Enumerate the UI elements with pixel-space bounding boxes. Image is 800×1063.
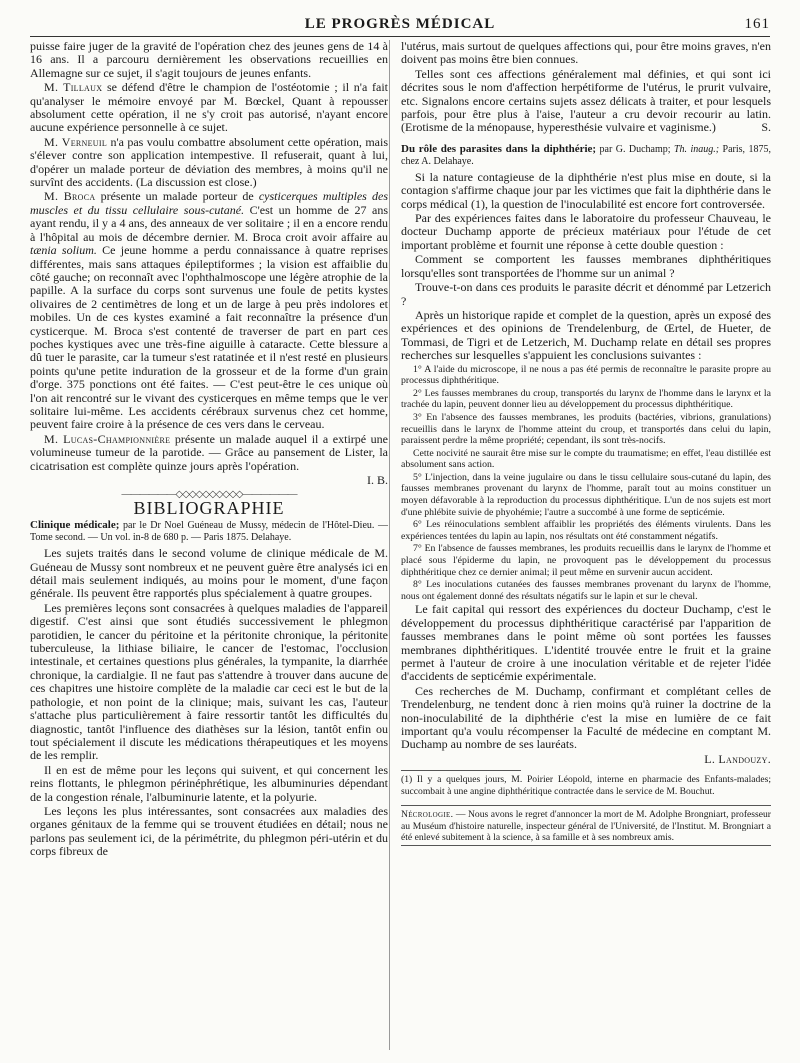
signature: L. Landouzy. [704,751,771,766]
book-reference: Clinique médicale; par le Dr Noel Guéneau de Mussy, médecin de l'Hôtel-Dieu. — Tome second. — Un vol. in-8 de 680 p. — Paris 1875. Delahaye. [30,519,388,544]
conclusion-item: 3° En l'absence des fausses membranes, les produits (bactéries, vibrions, granulations) recueillis dans le larynx de l'homme atteint du croup, et transportés dans celui du lapin, paraissent perdre la même propriété; cependant, ils sont très-nocifs. [401,411,771,447]
paragraph: l'utérus, mais surtout de quelques affections qui, pour être moins graves, n'en doivent pas moins être bien connues. [401,39,771,67]
section-title: BIBLIOGRAPHIE [133,497,285,518]
paragraph: puisse faire juger de la gravité de l'opération chez des jeunes gens de 14 à 16 ans. Il a parcouru dernièrement les observations recueillies en Allemagne sur ce sujet, il s'agit toujours de jeunes enfants. [30,39,388,80]
paragraph: Les premières leçons sont consacrées à quelques maladies de l'appareil digestif. C'est ainsi que sont étudiés successivement le phlegmon parotidien, le cancer du péritoine et la péritonite chronique, la péritonite tuberculeuse, la lithiase biliaire, le cancer de l'estomac, l'occlusion intestinale, et certaines questions plus générales, la tympanite, la diarrhée chronique, la cardialgie. Il ne faut pas s'attendre à trouver dans aucune de ces chapitres une histoire complète de la maladie car ceci est le but de la pathologie, et non point de la clinique; mais, suivant les cas, l'auteur s'attache plus particulièrement à faire ressortir tantôt les difficultés du diagnostic, tantôt l'influence des diathèses sur la lésion, tantôt enfin ou tout spécialement il discute les médications thérapeutiques et les moyens de les remplir. [30,600,388,763]
journal-title: LE PROGRÈS MÉDICAL [304,16,496,32]
left-column [30,40,388,860]
paragraph: Telles sont ces affections généralement mal définies, et qui sont ici décrites sous le nom d'affection herpétiforme de l'utérus, le prurit vulvaire, etc. Signalons encore certains sujets assez délicats à traiter, et pour lesquels parfois, pour être plus à l'aise, l'auteur a cru devoir recourir au latin. (Erotisme de la ménopause, hyperesthésie vulvaire et vaginisme.) S. [401,66,771,135]
paragraph: M. Lucas-Championnière présente un malade auquel il a extirpé une volumineuse tumeur de la parotide. — Grâce au pansement de Lister, la cicatrisation est complète quinze jours après l'opération. [30,431,388,473]
right-column [401,40,771,846]
paragraph: M. Broca présente un malade porteur de cysticerques multiples des muscles et du tissu cellulaire sous-cutané. C'est un homme de 27 ans ayant rendu, il y a 4 ans, des anneaux de ver solitaire ; il en a encore rendu à l'hôpital au mois de décembre dernier. M. Broca croit avoir affaire au tænia solium. Ce jeune homme a perdu connaissance à quatre reprises différentes, mais sans attaques épileptiformes ; la vision est affaiblie du côté gauche; on reconnaît avec l'ophthalmoscope une légère atrophie de la papille. A la surface du corps sont survenus une foule de petits kystes olivaires de 2 centimètres de long et un de large à peu près indolores et mobiles. Un de ces kystes examiné a fait reconnaître la présence d'un cysticerque. M. Broca s'est contenté de traverser de part en part ces poches kystiques avec une très-fine aiguille à cataracte. Cette blessure a dû tuer le parasite, car la tumeur s'est ratatinée et il n'est resté en plusieurs points qu'une petite induration de la grosseur et de la forme d'un grain d'orge. 375 ponctions ont été faites. — C'est peut-être le ces unique où l'on ait rencontré sur le vivant des cysticerques en même temps que le ver solitaire lui-même. Les accidents cérébraux survenus chez cet homme, peuvent faire croire à la présence de ces vers dans le cerveau. [30,189,388,432]
necrology-notice: Nécrologie. — Nous avons le regret d'annoncer la mort de M. Adolphe Brongniart, professeur au Muséum d'histoire naturelle, inspecteur général de l'Université, de l'Institut. M. Brongniart a été enlevé subitement à la science, à sa famille et à ses nombreux amis. [401,805,771,846]
paragraph: Par des expériences faites dans le laboratoire du professeur Chauveau, le docteur Duchamp apporte de précieux matériaux pour l'étude de cet important problème et fournit une réponse à cette double question : [401,211,771,252]
signature: S. [761,120,771,135]
paragraph: Après un historique rapide et complet de la question, après un exposé des expériences et des opinions de Trendelenburg, de Œrtel, de Hueter, de Tommasi, de Tigri et de Letzerich, M. Duchamp relate en détail ses propres recherches sur lesquelles s'appuient les conclusions suivantes : [401,307,771,363]
conclusion-item: 6° Les réinoculations semblent affaiblir les propriétés des éléments virulents. Dans les expériences tentées du lapin au lapin, nos résultats ont été constamment négatifs. [401,519,771,542]
paragraph: M. Tillaux se défend d'être le champion de l'ostéotomie ; il n'a fait qu'analyser le mémoire envoyé par M. Bœckel, Quant à repousser absolument cette opération, il ne s'y croit pas autorisé, n'ayant encore aucune expérience personnelle à ce sujet. [30,80,388,135]
conclusion-item: 2° Les fausses membranes du croup, transportés du larynx de l'homme dans le larynx et la trachée du lapin, peuvent donner lieu au développement du processus diphthéritique. [401,387,771,411]
paragraph: Si la nature contagieuse de la diphthérie n'est plus mise en doute, si la contagion s'affirme chaque jour par les victimes que fait la diphthérie dans le corps médical (1), la question de l'inoculabilité est encore fort controversée. [401,169,771,211]
ornament-divider: ——————◇◇◇◇◇◇◇◇◇◇—————— [121,489,297,501]
paragraph: Ces recherches de M. Duchamp, confirmant et complétant celles de Trendelenburg, ne tendent donc à rien moins qu'à ruiner la doctrine de la non-inoculabilité de la diphthérie c'est la mise en lumière de ce fait important qu'a voulu récompenser la Faculté de médecine en comptant M. Duchamp au nombre de ses lauréats. [401,683,771,752]
paragraph: Les leçons les plus intéressantes, sont consacrées aux maladies des organes génitaux de la femme qui se trouvent étudiées en détail; nous ne parlons pas seulement ici, de la périmétrite, du phlegmon péri-utérin et du corps fibreux de [30,803,388,859]
conclusion-item: 5° L'injection, dans la veine jugulaire ou dans le tissu cellulaire sous-cutané du lapin, des fausses membranes provenant du larynx de l'homme, paraît tout au moins constituer un moyen défavorable à la reproduction du processus diphthéritique. L'un de nos sujets est mort d'une phlébite suivie de phyohémie; l'autre a succombé à une forme de septicémie. [401,471,771,518]
column-divider [389,40,390,1050]
page-number: 161 [744,16,770,32]
paragraph: Les sujets traités dans le second volume de clinique médicale de M. Guéneau de Mussy sont nombreux et ne peuvent guère être analysés ici en détail mais seulement indiqués, au moins pour le moment, d'une façon générale. Ils peuvent être rapportés plus spécialement à quatre groupes. [30,546,388,601]
paragraph: Comment se comportent les fausses membranes diphthéritiques lorsqu'elles sont transportées de l'homme sur un animal ? [401,252,771,280]
footnote-rule [401,770,521,771]
paragraph: M. Verneuil n'a pas voulu combattre absolument cette opération, mais s'élever contre son application intempestive. Il refuserait, quant à lui, d'opérer un malade porteur de déviation des membres, à moins qu'il ne survînt des accidents. (La discussion est close.) [30,134,389,190]
paragraph: Trouve-t-on dans ces produits le parasite décrit et dénommé par Letzerich ? [401,280,771,308]
page-header [30,14,770,37]
paragraph: Le fait capital qui ressort des expériences du docteur Duchamp, c'est le développement du processus diphthéritique caractérisé par l'apparition de fausses membranes dans le point même où sont portées les fausses membranes diphthéritiques. L'identité trouvée entre le fruit et la graine permet à l'auteur de croire à une inoculation véritable et de rejeter l'idée d'accidents de septicémie expérimentale. [401,602,771,684]
book-reference: Du rôle des parasites dans la diphthérie; par G. Duchamp; Th. inaug.; Paris, 1875, chez A. Delahaye. [401,142,771,167]
conclusions-list [401,364,771,603]
conclusion-item: 1° A l'aide du microscope, il ne nous a pas été permis de reconnaître le parasite propre au processus diphthéritique. [401,363,771,387]
conclusion-item: 7° En l'absence de fausses membranes, les produits recueillis dans le larynx de l'homme et placé sous l'épiderme du lapin, ne provoquent pas le développement du processus diphthéritique chez ce dernier animal; il peut même en survenir aucun accident. [401,543,771,578]
signature: I. B. [367,473,388,487]
conclusion-item: 8° Les inoculations cutanées des fausses membranes provenant du larynx de l'homme, nous ont également donné des résultats négatifs sur le lapin et sur le cheval. [401,579,771,602]
conclusion-item: Cette nocivité ne saurait être mise sur le compte du traumatisme; en effet, l'eau distillée est absolument sans action. [401,447,771,471]
paragraph: Il en est de même pour les leçons qui suivent, et qui concernent les reins flottants, le phlegmon périnéphrétique, les albuminuries dépendant de la congestion rénale, l'albuminurie latente, et la polyurie. [30,762,388,804]
footnote: (1) Il y a quelques jours, M. Poirier Léopold, interne en pharmacie des Enfants-malades; succombait à une angine diphthéritique contractée dans le service de M. Bouchut. [401,774,771,797]
